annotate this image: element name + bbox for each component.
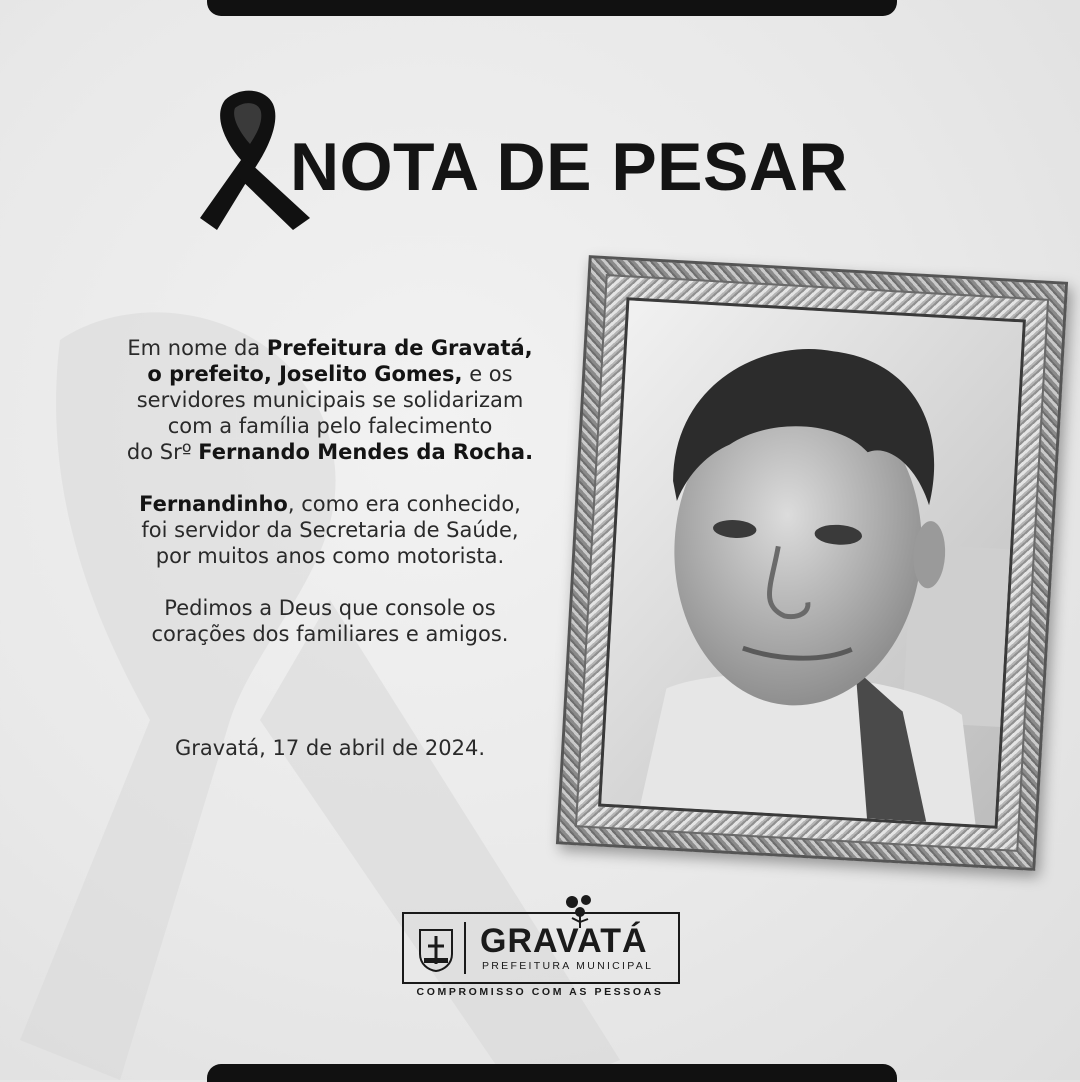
mayor-name: o prefeito, Joselito Gomes,	[147, 362, 463, 386]
message-text: Em nome da	[127, 336, 267, 360]
message-paragraph-1	[95, 335, 565, 465]
message-text: com a família pelo falecimento	[167, 414, 493, 438]
page-title: NOTA DE PESAR	[290, 129, 849, 205]
message-text: Pedimos a Deus que console os	[164, 596, 496, 620]
message-text: , como era conhecido,	[287, 492, 521, 516]
nickname: Fernandinho	[139, 492, 288, 516]
city-hall-name: Prefeitura de Gravatá,	[266, 336, 533, 360]
message-text: corações dos familiares e amigos.	[151, 622, 509, 646]
message-text: e os	[462, 362, 513, 386]
city-hall-logo	[402, 892, 678, 1002]
city-crest-icon	[416, 924, 456, 972]
message-paragraph-3	[95, 595, 565, 647]
message-text: servidores municipais se solidarizam	[136, 388, 524, 412]
date-line: Gravatá, 17 de abril de 2024.	[174, 736, 486, 760]
bottom-bar	[207, 1064, 897, 1082]
condolence-message	[95, 335, 565, 673]
title-section	[195, 90, 895, 240]
message-text: do Srº	[126, 440, 199, 464]
message-text: por muitos anos como motorista.	[155, 544, 505, 568]
logo-divider	[464, 922, 466, 974]
brand-tagline: COMPROMISSO COM AS PESSOAS	[416, 986, 664, 998]
top-bar	[207, 0, 897, 16]
deceased-name: Fernando Mendes da Rocha.	[198, 440, 534, 464]
portrait-illustration	[601, 300, 1023, 825]
portrait-frame	[556, 255, 1068, 871]
message-paragraph-2	[95, 491, 565, 569]
message-text: foi servidor da Secretaria de Saúde,	[141, 518, 519, 542]
brand-name: GRAVATÁ	[480, 922, 648, 960]
brand-subtitle: PREFEITURA MUNICIPAL	[482, 960, 654, 972]
logo-box	[402, 912, 680, 984]
portrait-photo	[598, 297, 1026, 829]
